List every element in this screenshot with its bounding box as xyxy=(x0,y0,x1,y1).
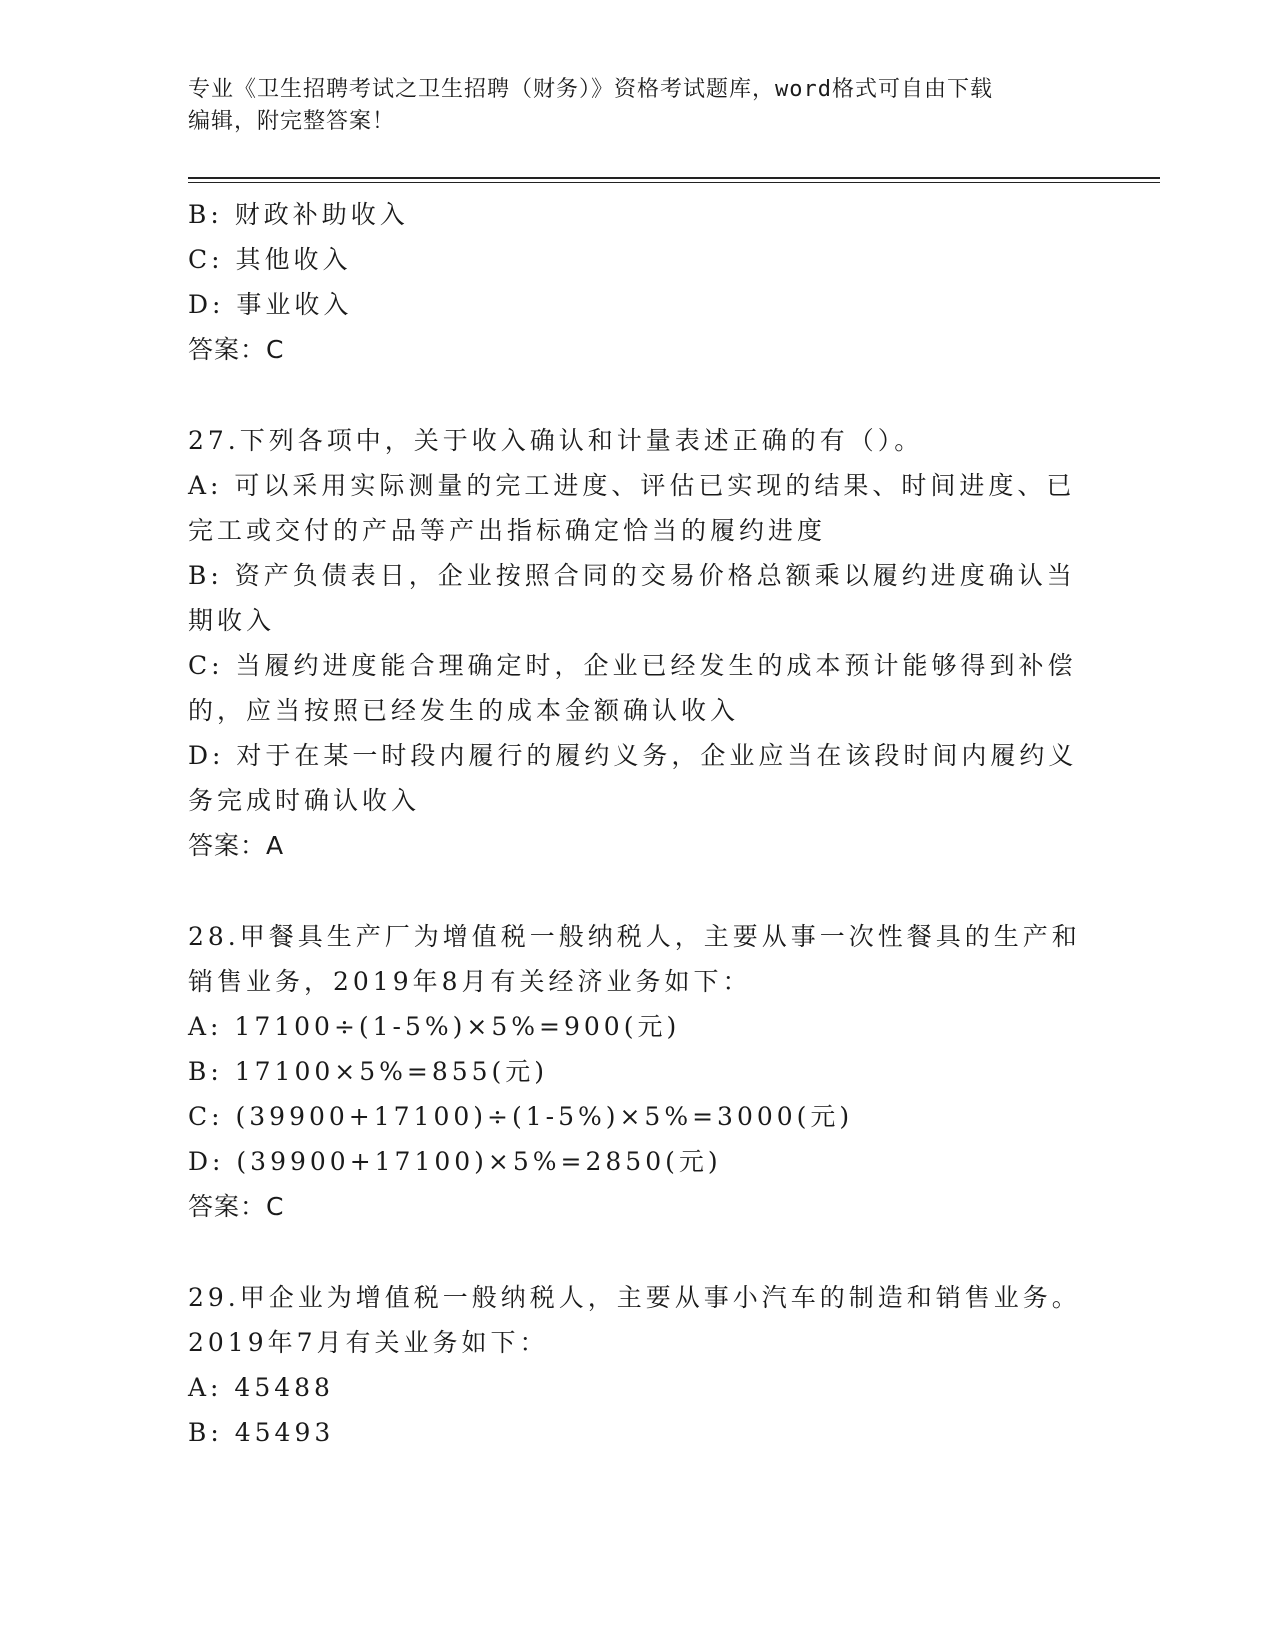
header-rule-thick xyxy=(188,177,1160,179)
q27-option-d-line1: D: 对于在某一时段内履行的履约义务，企业应当在该段时间内履约义 xyxy=(188,741,1078,770)
header-line-2: 编辑，附完整答案！ xyxy=(188,109,396,134)
header-rule-thin xyxy=(188,182,1160,183)
q27-option-a-line2: 完工或交付的产品等产出指标确定恰当的履约进度 xyxy=(188,516,827,545)
q28-option-b: B: 17100×5%=855(元) xyxy=(188,1057,549,1086)
prev-option-c: C: 其他收入 xyxy=(188,245,352,274)
document-body xyxy=(188,192,1088,1455)
document-header xyxy=(188,74,1078,138)
q27-answer: 答案：A xyxy=(188,831,285,860)
header-line-1: 专业《卫生招聘考试之卫生招聘（财务）》资格考试题库，word格式可自由下载 xyxy=(188,77,993,102)
q29-stem-line2: 2019年7月有关业务如下： xyxy=(188,1328,549,1357)
q28-option-a: A: 17100÷(1-5%)×5%=900(元) xyxy=(188,1012,681,1041)
q28-answer: 答案：C xyxy=(188,1192,285,1221)
q29-stem-line1: 29.甲企业为增值税一般纳税人，主要从事小汽车的制造和销售业务。 xyxy=(188,1283,1081,1312)
prev-answer: 答案：C xyxy=(188,335,285,364)
q27-option-b-line1: B: 资产负债表日，企业按照合同的交易价格总额乘以履约进度确认当 xyxy=(188,561,1076,590)
q27-option-d-line2: 务完成时确认收入 xyxy=(188,786,421,815)
q27-stem: 27.下列各项中，关于收入确认和计量表述正确的有（）。 xyxy=(188,426,924,455)
q29-option-a: A: 45488 xyxy=(188,1373,334,1402)
q29-option-b: B: 45493 xyxy=(188,1418,335,1447)
q28-option-d: D: (39900+17100)×5%=2850(元) xyxy=(188,1147,722,1176)
prev-option-d: D: 事业收入 xyxy=(188,290,353,319)
q27-option-c-line2: 的，应当按照已经发生的成本金额确认收入 xyxy=(188,696,740,725)
q27-option-a-line1: A: 可以采用实际测量的完工进度、评估已实现的结果、时间进度、已 xyxy=(188,471,1076,500)
q28-stem-line1: 28.甲餐具生产厂为增值税一般纳税人，主要从事一次性餐具的生产和 xyxy=(188,922,1081,951)
q27-option-c-line1: C: 当履约进度能合理确定时，企业已经发生的成本预计能够得到补偿 xyxy=(188,651,1077,680)
q28-option-c: C: (39900+17100)÷(1-5%)×5%=3000(元) xyxy=(188,1102,854,1131)
prev-option-b: B: 财政补助收入 xyxy=(188,200,409,229)
q27-option-b-line2: 期收入 xyxy=(188,606,276,635)
q28-stem-line2: 销售业务，2019年8月有关经济业务如下： xyxy=(188,967,752,996)
